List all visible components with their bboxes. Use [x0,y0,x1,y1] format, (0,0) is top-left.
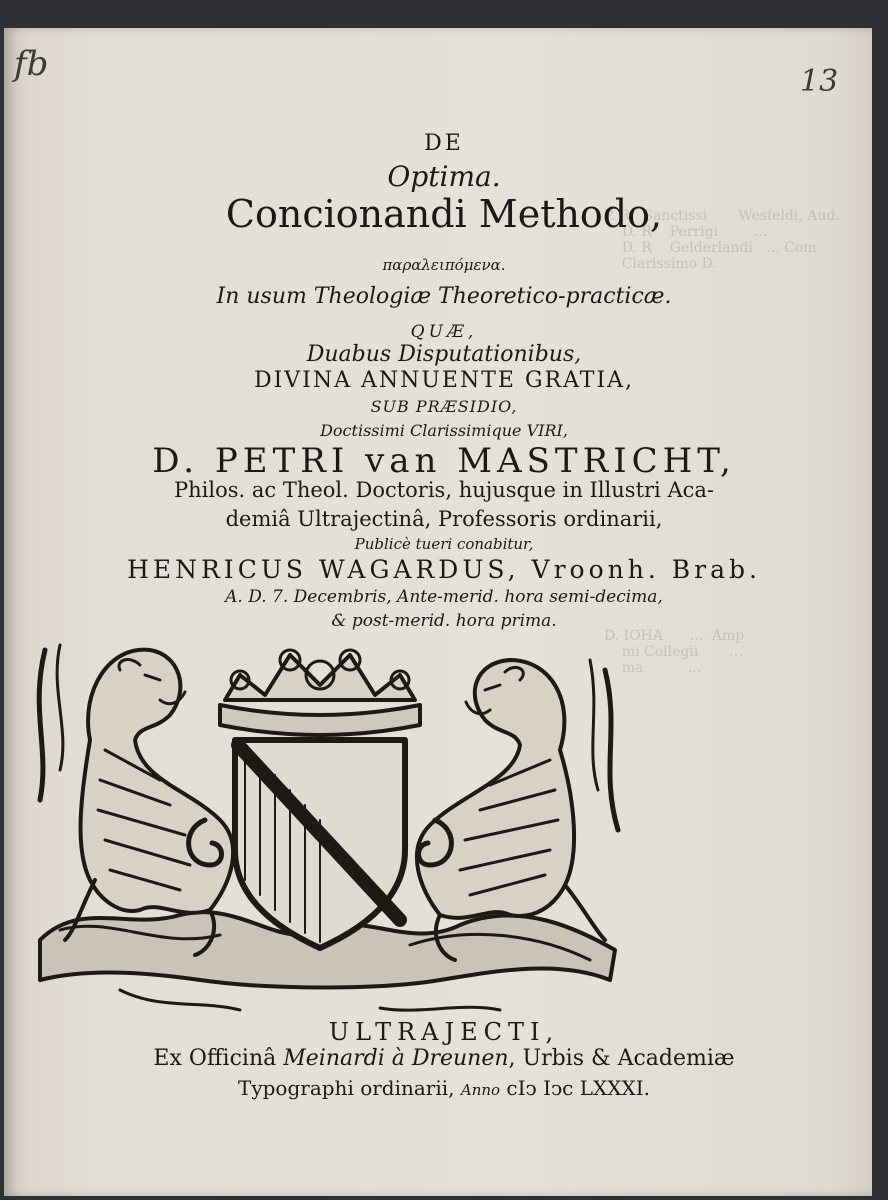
praeses-name: D. PETRI van MASTRICHT, [152,441,736,481]
show-through-text-lower: D. IOHA ... Amp mi Collegii ... ma ... [604,628,745,676]
title-de: DE [424,131,464,156]
typographi: Typographi ordinarii, [237,1076,455,1100]
publice-line: Publicè tueri conabitur, [354,535,534,553]
greek-subtitle: παραλειπόμενα. [382,256,506,274]
title-optima: Optima. [387,160,501,193]
anno-label: Anno [460,1081,501,1099]
handwritten-mark-left: fb [14,44,49,84]
duabus-line: Duabus Disputationibus, [306,342,582,367]
praeses-title-2: demiâ Ultrajectinâ, Professoris ordinarii, [225,507,663,531]
printer-name: Meinardi à Dreunen [283,1046,509,1071]
respondens-name: HENRICUS WAGARDUS, Vroonh. Brab. [127,555,761,584]
hora-line: & post-merid. hora prima. [331,611,557,631]
date-line: A. D. 7. Decembris, Ante-merid. hora semi-decima, [225,587,663,607]
show-through-text: P. R Sanctissi Wesfeldi, Aud. D. R Perrigi ... D. R Gelderlandi ... Com Clarissimo D. [604,208,840,272]
doctissimi-line: Doctissimi Clarissimique VIRI, [320,421,568,440]
handwritten-page-number: 13 [800,64,839,99]
praeses-title-1: Philos. ac Theol. Doctoris, hujusque in Illustri Aca- [174,478,714,502]
sub-praesidio-line: SUB PRÆSIDIO, [370,397,518,416]
divina-line: DIVINA ANNUENTE GRATIA, [253,368,635,393]
imprint-place: ULTRAJECTI, [328,1018,560,1046]
in-usum-line: In usum Theologiæ Theoretico-practicæ. [216,284,672,309]
urbis-academiae: , Urbis & Academiæ [508,1046,735,1071]
imprint-year: cIↄ Iↄc LXXXI. [506,1076,650,1100]
main-title: Concionandi Methodo, [225,192,663,236]
ex-officina: Ex Officinâ [153,1046,277,1071]
coat-of-arms-woodcut [20,630,630,1020]
quae-line: QUÆ, [410,322,478,342]
imprint-printer-line [0,1046,888,1071]
imprint-year-line [0,1076,888,1100]
